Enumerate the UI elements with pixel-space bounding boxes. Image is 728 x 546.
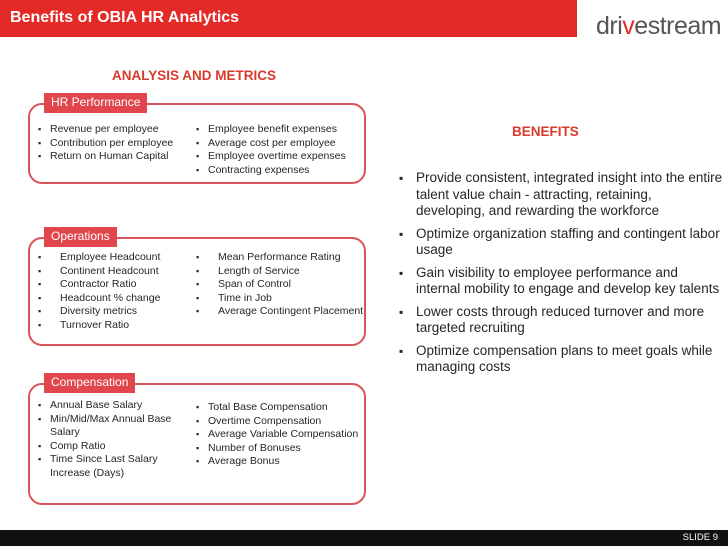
logo-text-end: estream [634, 12, 722, 40]
benefit-item: ▪ Optimize compensation plans to meet goals while managing costs [397, 343, 723, 376]
list-item: ▪ Average cost per employee [196, 137, 346, 151]
panel-tab-compensation: Compensation [44, 373, 135, 393]
benefit-item: ▪ Gain visibility to employee performance and internal mobility to engage and develop key talents [397, 265, 723, 298]
compensation-left-list [38, 399, 198, 480]
list-item: ▪ Average Variable Compensation [196, 428, 358, 442]
panel-tab-operations: Operations [44, 227, 117, 247]
slide-title: Benefits of OBIA HR Analytics [10, 9, 240, 26]
panel-compensation [28, 383, 366, 505]
list-item: ▪ Revenue per employee [38, 123, 173, 137]
slide-number: SLIDE 9 [682, 532, 718, 543]
hr-performance-right-list [196, 123, 346, 177]
list-item: ▪ Continent Headcount [38, 265, 160, 279]
list-item: ▪ Number of Bonuses [196, 442, 358, 456]
operations-left-list [38, 251, 160, 332]
benefits-list [397, 170, 723, 382]
operations-right-list [196, 251, 363, 319]
panel-hr-performance [28, 103, 366, 184]
list-item: ▪ Time in Job [196, 292, 363, 306]
list-item: ▪ Return on Human Capital [38, 150, 173, 164]
list-item: ▪ Average Contingent Placement [196, 305, 363, 319]
logo-text-start: dri [596, 12, 623, 40]
list-item: ▪ Annual Base Salary [38, 399, 198, 413]
list-item: ▪ Comp Ratio [38, 440, 198, 454]
benefit-item: ▪ Optimize organization staffing and contingent labor usage [397, 226, 723, 259]
compensation-right-list [196, 401, 358, 469]
list-item: ▪ Length of Service [196, 265, 363, 279]
list-item: ▪ Contracting expenses [196, 164, 346, 178]
analysis-heading: ANALYSIS AND METRICS [112, 68, 277, 83]
drivestream-logo [596, 11, 722, 43]
header-bar [0, 0, 577, 37]
list-item: ▪ Total Base Compensation [196, 401, 358, 415]
footer-bar [0, 530, 728, 546]
list-item: ▪ Headcount % change [38, 292, 160, 306]
panel-tab-hr-performance: HR Performance [44, 93, 147, 113]
benefit-item: ▪ Provide consistent, integrated insight into the entire talent value chain - attracting, retaining, developing, and rewarding the workforce [397, 170, 723, 220]
list-item: ▪ Average Bonus [196, 455, 358, 469]
list-item: ▪ Contractor Ratio [38, 278, 160, 292]
benefit-item: ▪ Lower costs through reduced turnover and more targeted recruiting [397, 304, 723, 337]
logo-wordmark [596, 11, 721, 41]
list-item: ▪ Min/Mid/Max Annual Base Salary [38, 413, 198, 440]
list-item: ▪ Overtime Compensation [196, 415, 358, 429]
list-item: ▪ Employee Headcount [38, 251, 160, 265]
logo-text-accent: v [622, 12, 635, 40]
list-item: ▪ Contribution per employee [38, 137, 173, 151]
list-item: ▪ Time Since Last Salary Increase (Days) [38, 453, 198, 480]
list-item: ▪ Diversity metrics [38, 305, 160, 319]
list-item: ▪ Span of Control [196, 278, 363, 292]
list-item: ▪ Employee overtime expenses [196, 150, 346, 164]
list-item: ▪ Turnover Ratio [38, 319, 160, 333]
list-item: ▪ Employee benefit expenses [196, 123, 346, 137]
benefits-heading: BENEFITS [512, 124, 579, 139]
panel-operations [28, 237, 366, 346]
hr-performance-left-list [38, 123, 173, 164]
list-item: ▪ Mean Performance Rating [196, 251, 363, 265]
